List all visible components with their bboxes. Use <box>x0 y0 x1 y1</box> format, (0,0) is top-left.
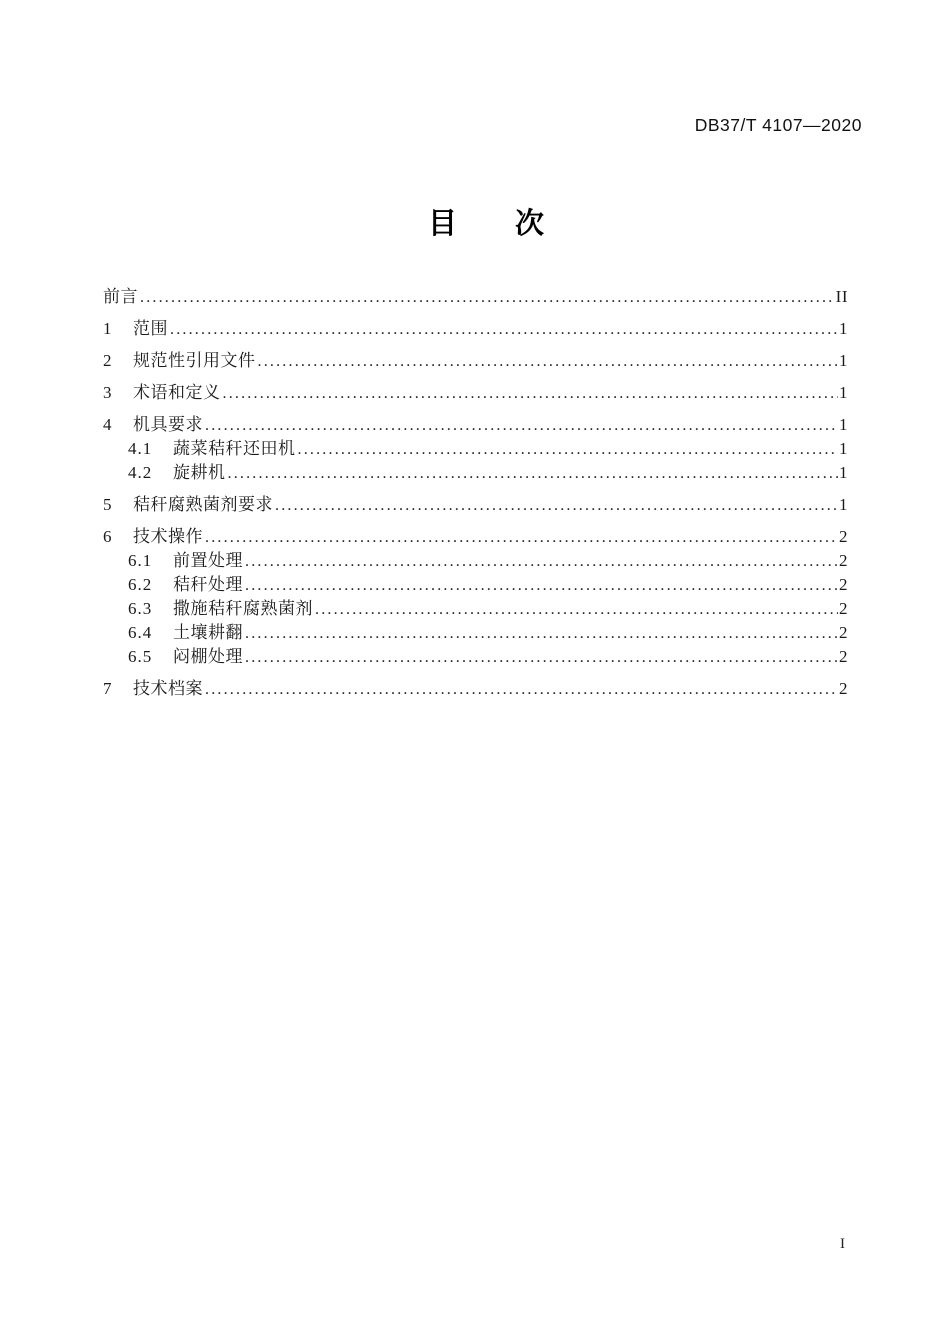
toc-entry <box>103 599 848 620</box>
toc-entry <box>103 551 848 572</box>
toc-entry-number: 2 <box>103 351 113 370</box>
toc-entry <box>103 495 848 516</box>
toc-entry-page: 2 <box>839 527 848 546</box>
toc-entry-label: 秸秆腐熟菌剂要求 <box>133 495 273 514</box>
toc-dot-leader <box>245 552 838 572</box>
toc-entry-number: 6.1 <box>128 551 153 570</box>
toc-entry-label: 范围 <box>133 319 168 338</box>
toc-entry <box>103 647 848 668</box>
toc-entry <box>103 287 848 308</box>
toc-entry-label: 撒施秸秆腐熟菌剂 <box>173 599 313 618</box>
toc-entry-label: 闷棚处理 <box>173 647 243 666</box>
toc-entry-page: 2 <box>839 647 848 666</box>
standard-number-header: DB37/T 4107—2020 <box>694 115 862 135</box>
toc-entry-label: 前置处理 <box>173 551 243 570</box>
toc-entry-page: II <box>835 287 848 306</box>
toc-entry-page: 1 <box>839 463 848 482</box>
toc-entry-page: 1 <box>839 439 848 458</box>
toc-dot-leader <box>245 576 838 596</box>
toc-dot-leader <box>315 600 838 620</box>
toc-entry-number: 6.4 <box>128 623 153 642</box>
toc-entry <box>103 623 848 644</box>
toc-entry-page: 1 <box>839 415 848 434</box>
toc-entry <box>103 439 848 460</box>
toc-dot-leader <box>205 528 838 548</box>
toc-entry <box>103 351 848 372</box>
toc-entry-label: 秸秆处理 <box>173 575 243 594</box>
toc-entry-number: 5 <box>103 495 113 514</box>
toc-entry-number: 3 <box>103 383 113 402</box>
toc-entry-label: 土壤耕翻 <box>173 623 243 642</box>
toc-entry-page: 1 <box>839 351 848 370</box>
toc-entry <box>103 415 848 436</box>
toc-entry <box>103 383 848 404</box>
page-title: 目 次 <box>427 208 544 240</box>
toc-entry-page: 2 <box>839 551 848 570</box>
toc-entry-page: 1 <box>839 383 848 402</box>
toc-entry <box>103 679 848 700</box>
toc-entry-label: 机具要求 <box>133 415 203 434</box>
toc-entry-number: 6 <box>103 527 113 546</box>
toc-entry-page: 2 <box>839 575 848 594</box>
toc-entry-label: 术语和定义 <box>133 383 221 402</box>
toc-entry-label: 规范性引用文件 <box>133 351 256 370</box>
toc-entry-page: 2 <box>839 599 848 618</box>
footer-page-number: I <box>840 1236 845 1252</box>
toc-dot-leader <box>245 624 838 644</box>
toc-dot-leader <box>205 416 838 436</box>
toc-dot-leader <box>170 320 838 340</box>
toc-entry-page: 1 <box>839 495 848 514</box>
toc-entry-number: 4.1 <box>128 439 153 458</box>
toc-dot-leader <box>245 648 838 668</box>
toc-entry-number: 7 <box>103 679 113 698</box>
toc-dot-leader <box>258 352 839 372</box>
toc-dot-leader <box>140 288 835 308</box>
toc-dot-leader <box>223 384 839 404</box>
toc-entry <box>103 319 848 340</box>
toc-entry <box>103 575 848 596</box>
toc-list <box>103 287 848 700</box>
toc-entry-label: 技术操作 <box>133 527 203 546</box>
toc-dot-leader <box>298 440 839 460</box>
toc-entry-page: 2 <box>839 623 848 642</box>
toc-entry-number: 1 <box>103 319 113 338</box>
toc-dot-leader <box>275 496 838 516</box>
toc-entry-label: 旋耕机 <box>173 463 226 482</box>
toc-entry-page: 1 <box>839 319 848 338</box>
toc-entry-number: 4 <box>103 415 113 434</box>
toc-entry-label: 前言 <box>103 287 138 306</box>
toc-entry <box>103 527 848 548</box>
toc-entry-page: 2 <box>839 679 848 698</box>
toc-entry-number: 6.5 <box>128 647 153 666</box>
toc-entry <box>103 463 848 484</box>
toc-entry-label: 蔬菜秸秆还田机 <box>173 439 296 458</box>
toc-entry-label: 技术档案 <box>133 679 203 698</box>
toc-entry-number: 6.2 <box>128 575 153 594</box>
toc-entry-number: 6.3 <box>128 599 153 618</box>
toc-dot-leader <box>205 680 838 700</box>
toc-entry-number: 4.2 <box>128 463 153 482</box>
toc-dot-leader <box>228 464 839 484</box>
